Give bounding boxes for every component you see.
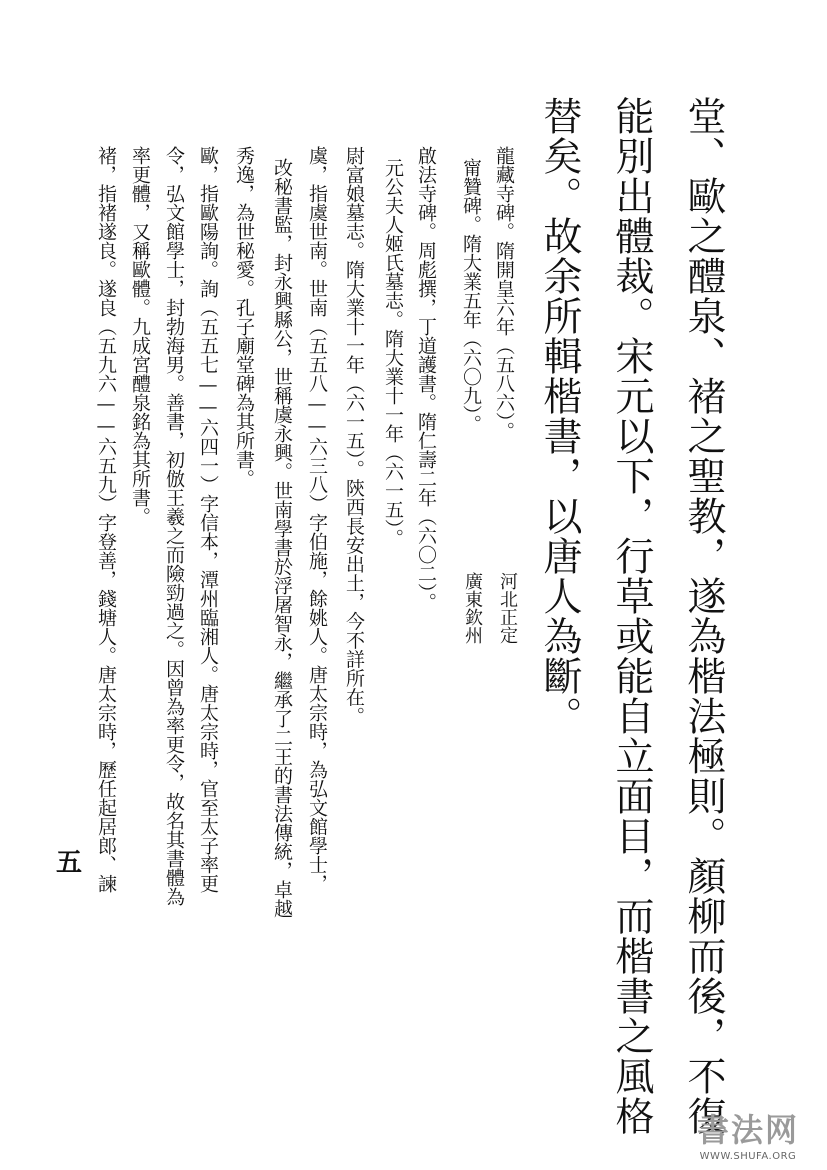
watermark xyxy=(697,1105,799,1162)
note-column-2-location: 廣東欽州 xyxy=(462,572,483,644)
note-column-5: 尉富娘墓志。隋大業十一年（六一五）。陝西長安出土，今不詳所在。 xyxy=(343,146,365,726)
main-text-column-3: 替矣。故余所輯楷書，以唐人為斷。 xyxy=(537,96,582,736)
note-column-10: 令，弘文館學士，封勃海男。善書，初倣王羲之而險勁過之。因曾為率更令，故名其書體為 xyxy=(163,146,185,906)
note-column-7: 改秘書監，封永興縣公，世稱虞永興。世南學書於浮屠智永，繼承了二王的書法傳統，卓越 xyxy=(271,158,293,918)
note-column-11: 率更體，又稱歐體。九成宮醴泉銘為其所書。 xyxy=(129,146,151,526)
note-column-12: 褚，指褚遂良。遂良（五九六——六五九）字登善，錢塘人。唐太宗時，歷任起居郎、諫 xyxy=(95,146,117,893)
note-column-4: 元公夫人姬氏墓志。隋大業十一年（六一五）。 xyxy=(382,158,404,548)
watermark-url: WWW.SHUFA.ORG xyxy=(699,1151,797,1162)
main-text-column-2: 能別出體裁。宋元以下，行草或能自立面目，而楷書之風格 xyxy=(609,96,654,1136)
main-text-column-1: 堂、歐之醴泉、褚之聖教，遂為楷法極則。顏柳而後，不復 xyxy=(681,96,726,1136)
page-number: 五 xyxy=(56,848,83,878)
note-column-2: 甯贊碑。隋大業五年（六〇九）。 xyxy=(460,158,482,434)
note-column-3: 啟法寺碑。周彪撰，丁道護書。隋仁壽二年（六〇二）。 xyxy=(415,146,437,612)
note-column-1-location: 河北正定 xyxy=(497,572,518,644)
note-column-8: 秀逸，為世秘愛。孔子廟堂碑為其所書。 xyxy=(233,146,255,488)
watermark-title: 書法网 xyxy=(696,1111,799,1149)
note-column-1: 龍藏寺碑。隋開皇六年（五八六）。 xyxy=(493,146,515,441)
note-column-6: 虞，指虞世南。世南（五五八——六三八）字伯施，餘姚人。唐太宗時，為弘文館學士， xyxy=(306,146,328,893)
note-column-9: 歐，指歐陽詢。詢（五五七——六四一）字信本，潭州臨湘人。唐太宗時，官至太子率更 xyxy=(197,146,219,893)
